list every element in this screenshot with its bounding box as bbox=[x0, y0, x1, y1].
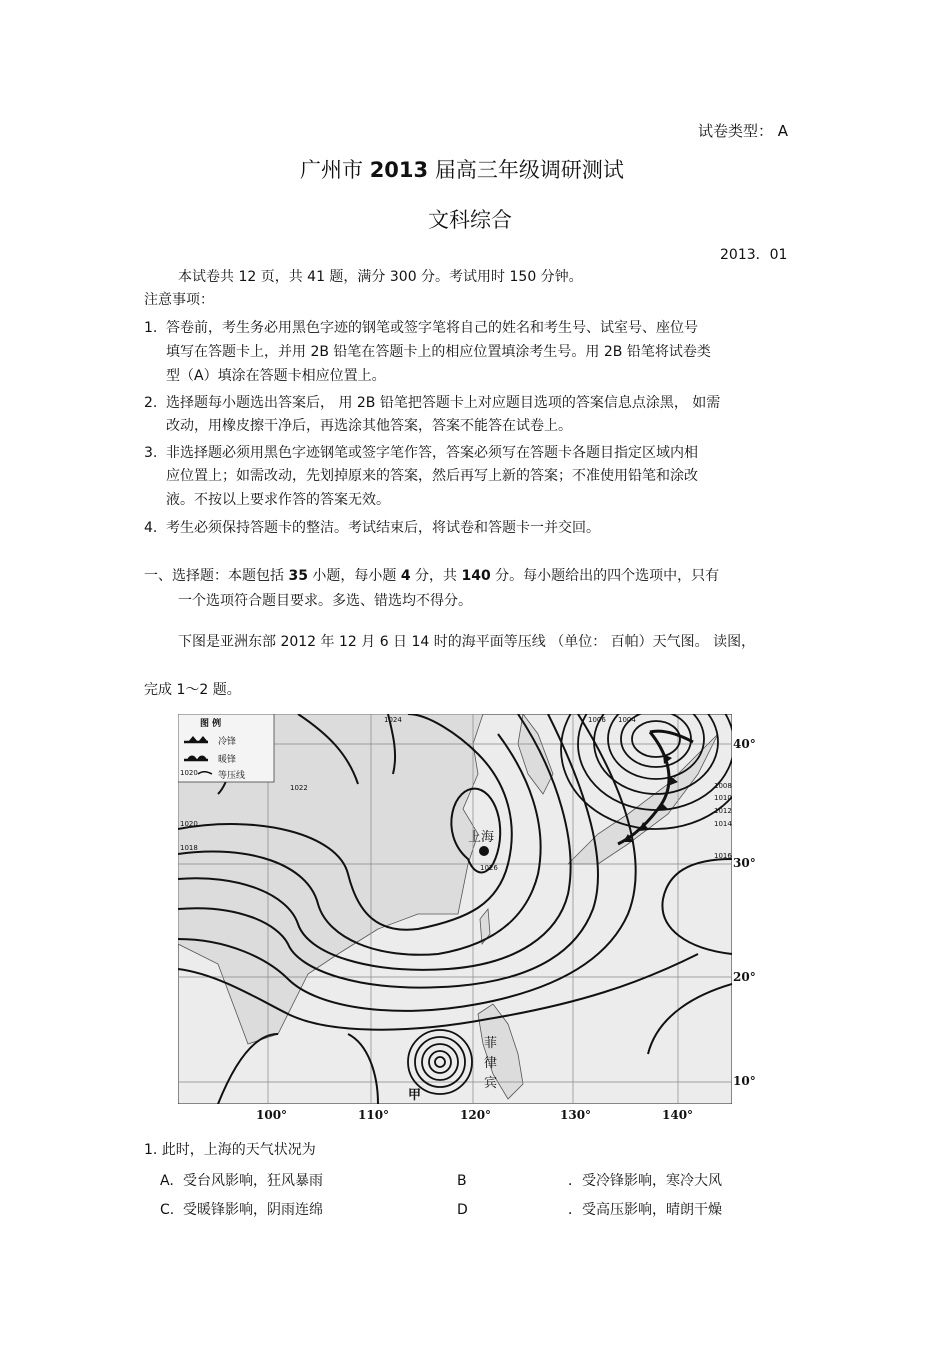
legend-isobar: 等压线 bbox=[218, 771, 246, 781]
isobar-label-1006: 1006 bbox=[588, 716, 606, 724]
legend-cold-front: 冷锋 bbox=[218, 737, 237, 747]
label-shanghai: 上海 bbox=[468, 830, 495, 845]
exam-intro: 本试卷共 12 页，共 41 题，满分 300 分。考试用时 150 分钟。 bbox=[178, 269, 583, 285]
exam-date: 2013．01 bbox=[720, 247, 788, 263]
isobar-label-1008: 1008 bbox=[714, 782, 732, 790]
option-c-letter: C. bbox=[160, 1202, 175, 1218]
option-c-text: 受暖锋影响，阴雨连绵 bbox=[183, 1202, 323, 1218]
title-part2: 届高三年级调研测试 bbox=[428, 158, 624, 182]
label-philippines-2: 律 bbox=[484, 1056, 498, 1071]
notice-1-line-2: 填写在答题卡上，并用 2B 铅笔在答题卡上的相应位置填涂考生号。用 2B 铅笔将试卷类 bbox=[166, 344, 711, 360]
title-part1: 广州市 bbox=[300, 158, 370, 182]
lon-label-130: 130° bbox=[560, 1108, 592, 1122]
section-text-c: 分，共 bbox=[410, 568, 462, 584]
isobar-label-1004: 1004 bbox=[618, 716, 636, 724]
lat-label-40: 40° bbox=[733, 737, 756, 751]
weather-map-svg bbox=[178, 714, 732, 1104]
lat-label-30: 30° bbox=[733, 856, 756, 870]
notice-3-num: 3. bbox=[144, 445, 158, 461]
legend-warm-front: 暖锋 bbox=[218, 755, 237, 765]
section-text-a: 一、选择题：本题包括 bbox=[144, 568, 289, 584]
notice-3-line-3: 液。不按以上要求作答的答案无效。 bbox=[166, 492, 390, 508]
isobar-label-1010: 1010 bbox=[714, 794, 732, 802]
option-b-letter: B bbox=[457, 1173, 467, 1189]
paper-type: 试卷类型： A bbox=[698, 122, 789, 140]
label-philippines-1: 菲 bbox=[484, 1036, 498, 1051]
label-jia: 甲 bbox=[408, 1088, 422, 1103]
option-a-text: 受台风影响，狂风暴雨 bbox=[183, 1173, 323, 1189]
lat-label-10: 10° bbox=[733, 1074, 756, 1088]
notice-4-line-1: 考生必须保持答题卡的整洁。考试结束后，将试卷和答题卡一并交回。 bbox=[166, 520, 600, 536]
notice-1-line-1: 答卷前，考生务必用黑色字迹的钢笔或签字笔将自己的姓名和考生号、试室号、座位号 bbox=[166, 320, 698, 336]
lat-label-20: 20° bbox=[733, 970, 756, 984]
lon-label-110: 110° bbox=[358, 1108, 390, 1122]
label-philippines-3: 宾 bbox=[484, 1076, 498, 1091]
weather-map bbox=[178, 714, 732, 1104]
isobar-label-1016: 1016 bbox=[714, 852, 732, 860]
section-text-d: 分。每小题给出的四个选项中，只有 bbox=[490, 568, 720, 584]
isobar-label-1020: 1020 bbox=[180, 820, 198, 828]
page-title bbox=[300, 154, 624, 184]
isobar-label-1014: 1014 bbox=[714, 820, 732, 828]
legend-title: 图 例 bbox=[200, 719, 222, 729]
notice-1-num: 1. bbox=[144, 320, 158, 336]
passage-line-1: 下图是亚洲东部 2012 年 12 月 6 日 14 时的海平面等压线 （单位： 百帕）天气图。 读图， bbox=[178, 634, 756, 650]
section-total: 140 bbox=[461, 568, 491, 584]
legend-isobar-sample: 1020 bbox=[180, 769, 198, 777]
title-year: 2013 bbox=[369, 158, 429, 182]
page-subtitle: 文科综合 bbox=[428, 208, 512, 232]
shanghai-marker bbox=[479, 846, 489, 856]
lon-label-140: 140° bbox=[662, 1108, 694, 1122]
notice-4-num: 4. bbox=[144, 520, 158, 536]
notice-1-line-3: 型（A）填涂在答题卡相应位置上。 bbox=[166, 368, 386, 384]
option-a-letter: A. bbox=[160, 1173, 174, 1189]
option-d-text: ．受高压影响，晴朗干燥 bbox=[568, 1202, 722, 1218]
isobar-label-1026: 1026 bbox=[480, 864, 498, 872]
section-count: 35 bbox=[288, 568, 308, 584]
option-d-letter: D bbox=[457, 1202, 468, 1218]
passage-line-2: 完成 1～2 题。 bbox=[144, 682, 241, 698]
section-heading bbox=[144, 566, 719, 586]
notice-3-line-2: 应位置上；如需改动，先划掉原来的答案，然后再写上新的答案；不准使用铅笔和涂改 bbox=[166, 468, 698, 484]
notice-2-num: 2. bbox=[144, 395, 158, 411]
section-line-2: 一个选项符合题目要求。多选、错选均不得分。 bbox=[178, 593, 472, 609]
notice-2-line-2: 改动，用橡皮擦干净后，再选涂其他答案，答案不能答在试卷上。 bbox=[166, 418, 572, 434]
option-b-text: ．受冷锋影响，寒冷大风 bbox=[568, 1173, 722, 1189]
isobar-label-1012: 1012 bbox=[714, 807, 732, 815]
lon-label-100: 100° bbox=[256, 1108, 288, 1122]
section-text-b: 小题，每小题 bbox=[307, 568, 401, 584]
notice-2-line-1: 选择题每小题选出答案后， 用 2B 铅笔把答题卡上对应题目选项的答案信息点涂黑， 如需 bbox=[166, 395, 721, 411]
notice-heading: 注意事项： bbox=[144, 292, 214, 308]
isobar-label-1022: 1022 bbox=[290, 784, 308, 792]
question-1-stem: 1. 此时，上海的天气状况为 bbox=[144, 1142, 316, 1158]
section-points: 4 bbox=[400, 568, 411, 584]
isobar-label-1018: 1018 bbox=[180, 844, 198, 852]
lon-label-120: 120° bbox=[460, 1108, 492, 1122]
isobar-label-1024: 1024 bbox=[384, 716, 402, 724]
notice-3-line-1: 非选择题必须用黑色字迹钢笔或签字笔作答，答案必须写在答题卡各题目指定区域内相 bbox=[166, 445, 698, 461]
